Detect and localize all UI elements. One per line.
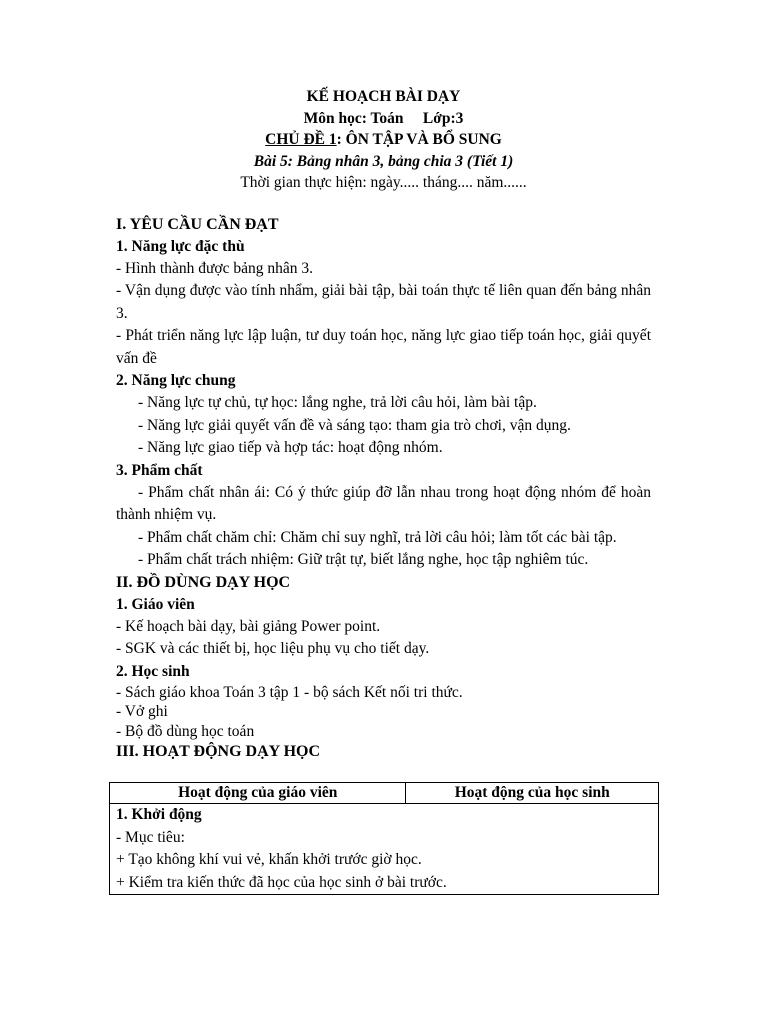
list-item: - Sách giáo khoa Toán 3 tập 1 - bộ sách Kết nối tri thức. (116, 683, 463, 701)
subheading-student: 2. Học sinh (116, 662, 190, 680)
list-item: - Năng lực tự chủ, tự học: lắng nghe, trả lời câu hỏi, làm bài tập. (138, 394, 537, 411)
subheading-specific-competence: 1. Năng lực đặc thù (116, 237, 245, 255)
row-heading: 1. Khởi động (116, 806, 202, 823)
list-item: - Phẩm chất trách nhiệm: Giữ trật tự, biết lắng nghe, học tập nghiêm túc. (138, 551, 589, 568)
subheading-teacher: 1. Giáo viên (116, 595, 195, 613)
spacer (116, 194, 651, 214)
list-item: - Năng lực giao tiếp và hợp tác: hoạt động nhóm. (138, 439, 443, 456)
activity-table (109, 782, 659, 895)
title-block (116, 86, 651, 194)
list-item: - Năng lực giải quyết vấn đề và sáng tạo: tham gia trò chơi, vận dụng. (138, 416, 571, 434)
list-item: - Phẩm chất chăm chỉ: Chăm chỉ suy nghĩ, trả lời câu hỏi; làm tốt các bài tập. (138, 528, 617, 546)
table-row (110, 804, 659, 895)
topic-line (116, 129, 651, 151)
list-item: - Vở ghi (116, 703, 168, 720)
list-item: - Kế hoạch bài dạy, bài giảng Power point. (116, 617, 381, 635)
row-line: - Mục tiêu: (116, 828, 185, 846)
subheading-general-competence: 2. Năng lực chung (116, 372, 236, 389)
lesson-title: Bài 5: Bảng nhân 3, bảng chia 3 (Tiết 1) (253, 152, 514, 170)
column-header-student: Hoạt động của học sinh (406, 783, 659, 804)
section-heading-activities: III. HOẠT ĐỘNG DẠY HỌC (116, 743, 321, 760)
table-header-row (110, 783, 659, 804)
list-item: - Vận dụng được vào tính nhẩm, giải bài tập, bài toán thực tế liên quan đến bảng nhân 3. (116, 282, 651, 322)
column-header-teacher: Hoạt động của giáo viên (110, 783, 406, 804)
time-line: Thời gian thực hiện: ngày..... tháng.... năm...... (240, 174, 527, 191)
topic-label: CHỦ ĐỀ 1 (265, 131, 337, 148)
row-line: + Tạo không khí vui vẻ, khấn khởi trước giờ học. (116, 851, 422, 868)
doc-title: KẾ HOẠCH BÀI DẠY (306, 88, 461, 105)
table-cell-warmup (110, 804, 659, 895)
section-heading-materials: II. ĐỒ DÙNG DẠY HỌC (116, 573, 291, 591)
subject-line: Môn học: Toán Lớp:3 (303, 109, 464, 127)
subheading-qualities: 3. Phẩm chất (116, 461, 203, 479)
list-item: - SGK và các thiết bị, học liệu phụ vụ cho tiết dạy. (116, 640, 430, 657)
list-item: - Phát triển năng lực lập luận, tư duy toán học, năng lực giao tiếp toán học, giải quyết vấn đề (116, 327, 651, 367)
list-item: - Bộ đồ dùng học toán (116, 722, 255, 740)
list-item: - Hình thành được bảng nhân 3. (116, 259, 313, 277)
row-line: + Kiểm tra kiến thức đã học của học sinh ở bài trước. (116, 873, 447, 891)
document-page (116, 86, 651, 895)
list-item: - Phẩm chất nhân ái: Có ý thức giúp đỡ lẫn nhau trong hoạt động nhóm để hoàn thành nhiệm vụ. (116, 483, 651, 523)
topic-rest: : ÔN TẬP VÀ BỔ SUNG (336, 131, 502, 148)
section-heading-requirements: I. YÊU CẦU CẦN ĐẠT (116, 215, 279, 233)
